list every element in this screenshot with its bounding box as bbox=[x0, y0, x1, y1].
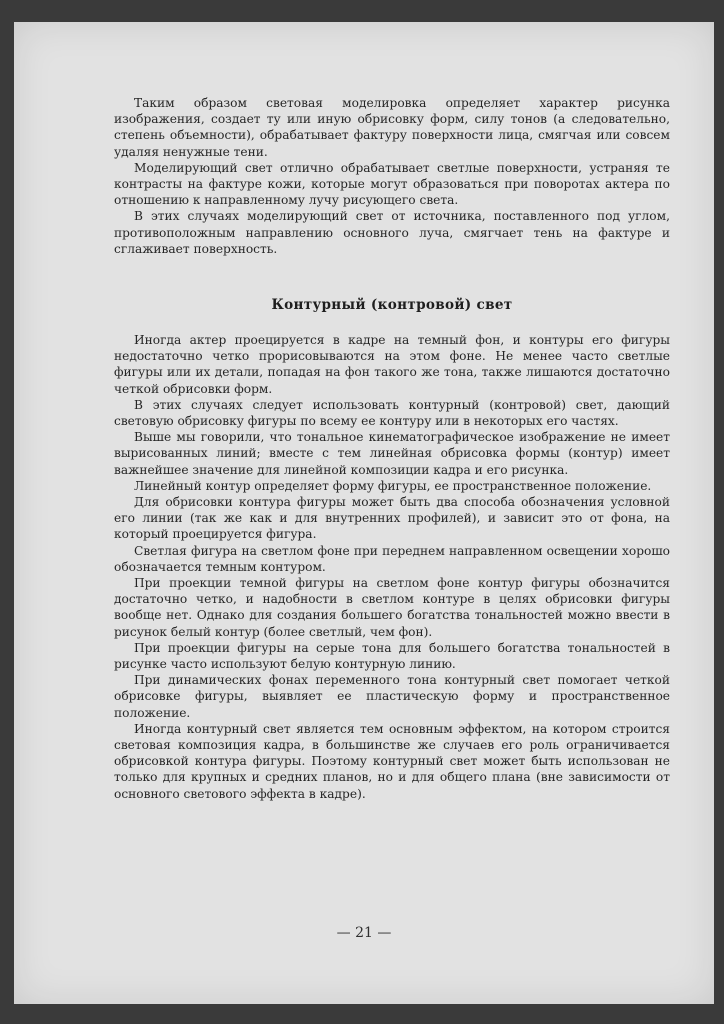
page-number: — 21 — bbox=[336, 925, 392, 941]
paragraph: Для обрисовки контура фигуры может быть два способа обозначения условной его линии (так же как и для внутренних профилей), и зависит это от фона, на который проецируется фигура. bbox=[114, 495, 670, 542]
paragraph: Иногда актер проецируется в кадре на темный фон, и контуры его фигуры недостаточно четко прорисовываются на этом фоне. Не менее часто светлые фигуры или их детали, попадая на фон такого же тона, также лишаются достаточно четкой обрисовки форм. bbox=[114, 333, 670, 396]
intro-text-block bbox=[114, 95, 670, 257]
paragraph: Линейный контур определяет форму фигуры, ее пространственное положение. bbox=[134, 478, 652, 493]
paragraph: Моделирующий свет отлично обрабатывает светлые поверхности, устраняя те контрасты на фактуре кожи, которые могут образоваться при поворотах актера по отношению к направленному лучу рисующего света. bbox=[114, 160, 670, 208]
book-page bbox=[14, 22, 714, 1004]
paragraph: Светлая фигура на светлом фоне при переднем направленном освещении хорошо обозначается темным контуром. bbox=[114, 543, 670, 574]
paragraph: В этих случаях следует использовать контурный (контровой) свет, дающий световую обрисовку фигуры по всему ее контуру или в некоторых его частях. bbox=[114, 397, 670, 429]
paragraph: В этих случаях моделирующий свет от источника, поставленного под углом, противоположным направлению основного луча, смягчает тень на фактуре и сглаживает поверхность. bbox=[114, 209, 670, 256]
paragraph: При динамических фонах переменного тона контурный свет помогает четкой обрисовке фигуры, выявляет ее пластическую форму и пространственное положение. bbox=[114, 673, 670, 720]
paragraph: При проекции темной фигуры на светлом фоне контур фигуры обозначится достаточно четко, и надобности в светлом контуре в целях обрисовки фигуры вообще нет. Однако для создания большего богатства тональностей можно ввести в рисунок белый контур (более светлый, чем фон). bbox=[114, 576, 670, 639]
paragraph: Выше мы говорили, что тональное кинематографическое изображение не имеет вырисованных линий; вместе с тем линейная обрисовка формы (контур) имеет важнейшее значение для линейной композиции кадра и его рисунка. bbox=[114, 430, 670, 477]
section-heading: Контурный (контровой) свет bbox=[271, 297, 513, 313]
main-text-block bbox=[114, 332, 670, 802]
paragraph: Иногда контурный свет является тем основным эффектом, на котором строится световая композиция кадра, в большинстве же случаев его роль ограничивается обрисовкой контура фигуры. Поэтому контурный свет может быть использован не только для крупных и средних планов, но и для общего плана (вне зависимости от основного светового эффекта в кадре). bbox=[114, 721, 670, 801]
paragraph: При проекции фигуры на серые тона для большего богатства тональностей в рисунке часто используют белую контурную линию. bbox=[114, 640, 670, 672]
paragraph: Таким образом световая моделировка определяет характер рисунка изображения, создает ту или иную обрисовку форм, силу тонов (а следовательно, степень объемности), обрабатывает фактуру поверхности лица, смягчая или совсем удаляя ненужные тени. bbox=[114, 96, 670, 159]
